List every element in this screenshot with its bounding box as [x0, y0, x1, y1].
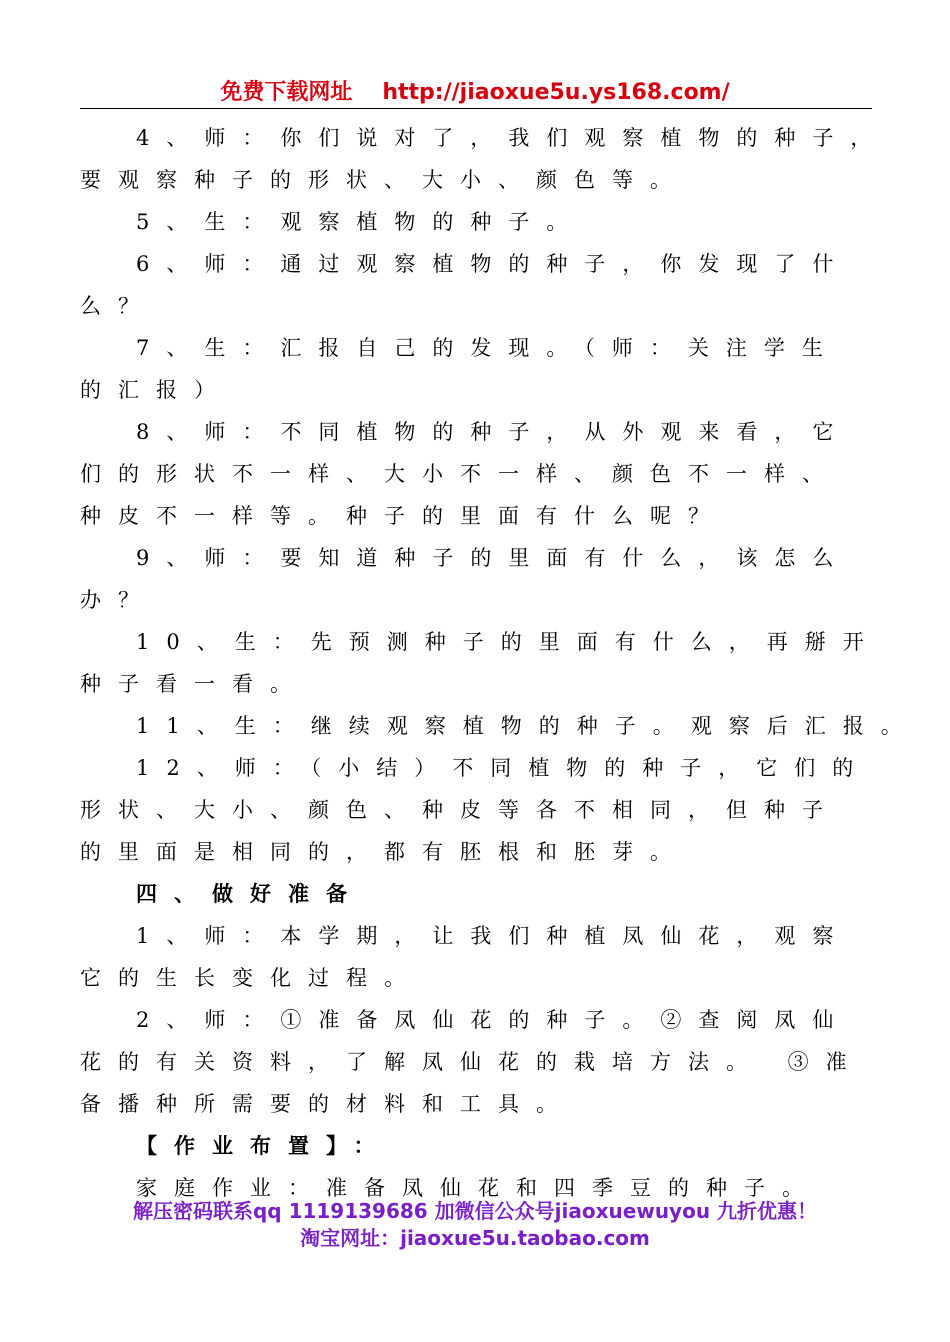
- text-line: 10、生：先预测种子的里面有什么，再掰开: [136, 630, 881, 654]
- download-label: 免费下载网址: [220, 80, 353, 105]
- text-line: 2、师：①准备凤仙花的种子。②查阅凤仙: [136, 1008, 851, 1032]
- text-line: 们的形状不一样、大小不一样、颜色不一样、: [80, 462, 840, 486]
- text-line: 的里面是相同的，都有胚根和胚芽。: [80, 840, 688, 864]
- text-line: 花的有关资料，了解凤仙花的栽培方法。 ③准: [80, 1050, 864, 1074]
- footer-contact: 解压密码联系qq 1119139686 加微信公众号jiaoxuewuyou 九折优惠！: [132, 1199, 818, 1223]
- text-line: 形状、大小、颜色、种皮等各不相同，但种子: [80, 798, 840, 822]
- text-line: 6、师：通过观察植物的种子，你发现了什: [136, 252, 851, 276]
- text-line: 种子看一看。: [80, 672, 308, 696]
- text-line: 11、生：继续观察植物的种子。观察后汇报。: [136, 714, 919, 738]
- text-line: 么？: [80, 294, 156, 318]
- text-line: 1、师：本学期，让我们种植凤仙花，观察: [136, 924, 851, 948]
- text-line: 4、师：你们说对了，我们观察植物的种子，: [136, 126, 889, 150]
- text-line: 种皮不一样等。种子的里面有什么呢？: [80, 504, 726, 528]
- text-line: 12、师：（小结）不同植物的种子，它们的: [136, 756, 871, 780]
- text-line: 的汇报）: [80, 378, 232, 402]
- text-line: 要观察种子的形状、大小、颜色等。: [80, 168, 688, 192]
- text-line: 家庭作业：准备凤仙花和四季豆的种子。: [136, 1176, 820, 1200]
- text-line: 5、生：观察植物的种子。: [136, 210, 585, 234]
- header-divider: [80, 108, 872, 109]
- download-header: [0, 78, 950, 108]
- homework-heading: 【作业布置】：: [136, 1134, 392, 1158]
- text-line: 它的生长变化过程。: [80, 966, 422, 990]
- text-line: 7、生：汇报自己的发现。（师：关注学生: [136, 336, 840, 360]
- text-line: 8、师：不同植物的种子，从外观来看，它: [136, 420, 851, 444]
- section-heading: 四、做好准备: [136, 882, 364, 906]
- footer-shop-link[interactable]: 淘宝网址：jiaoxue5u.taobao.com: [300, 1226, 650, 1250]
- text-line: 备播种所需要的材料和工具。: [80, 1092, 574, 1116]
- text-line: 办？: [80, 588, 156, 612]
- download-url-link[interactable]: http://jiaoxue5u.ys168.com/: [382, 80, 730, 105]
- text-line: 9、师：要知道种子的里面有什么，该怎么: [136, 546, 851, 570]
- document-body: [80, 117, 919, 1209]
